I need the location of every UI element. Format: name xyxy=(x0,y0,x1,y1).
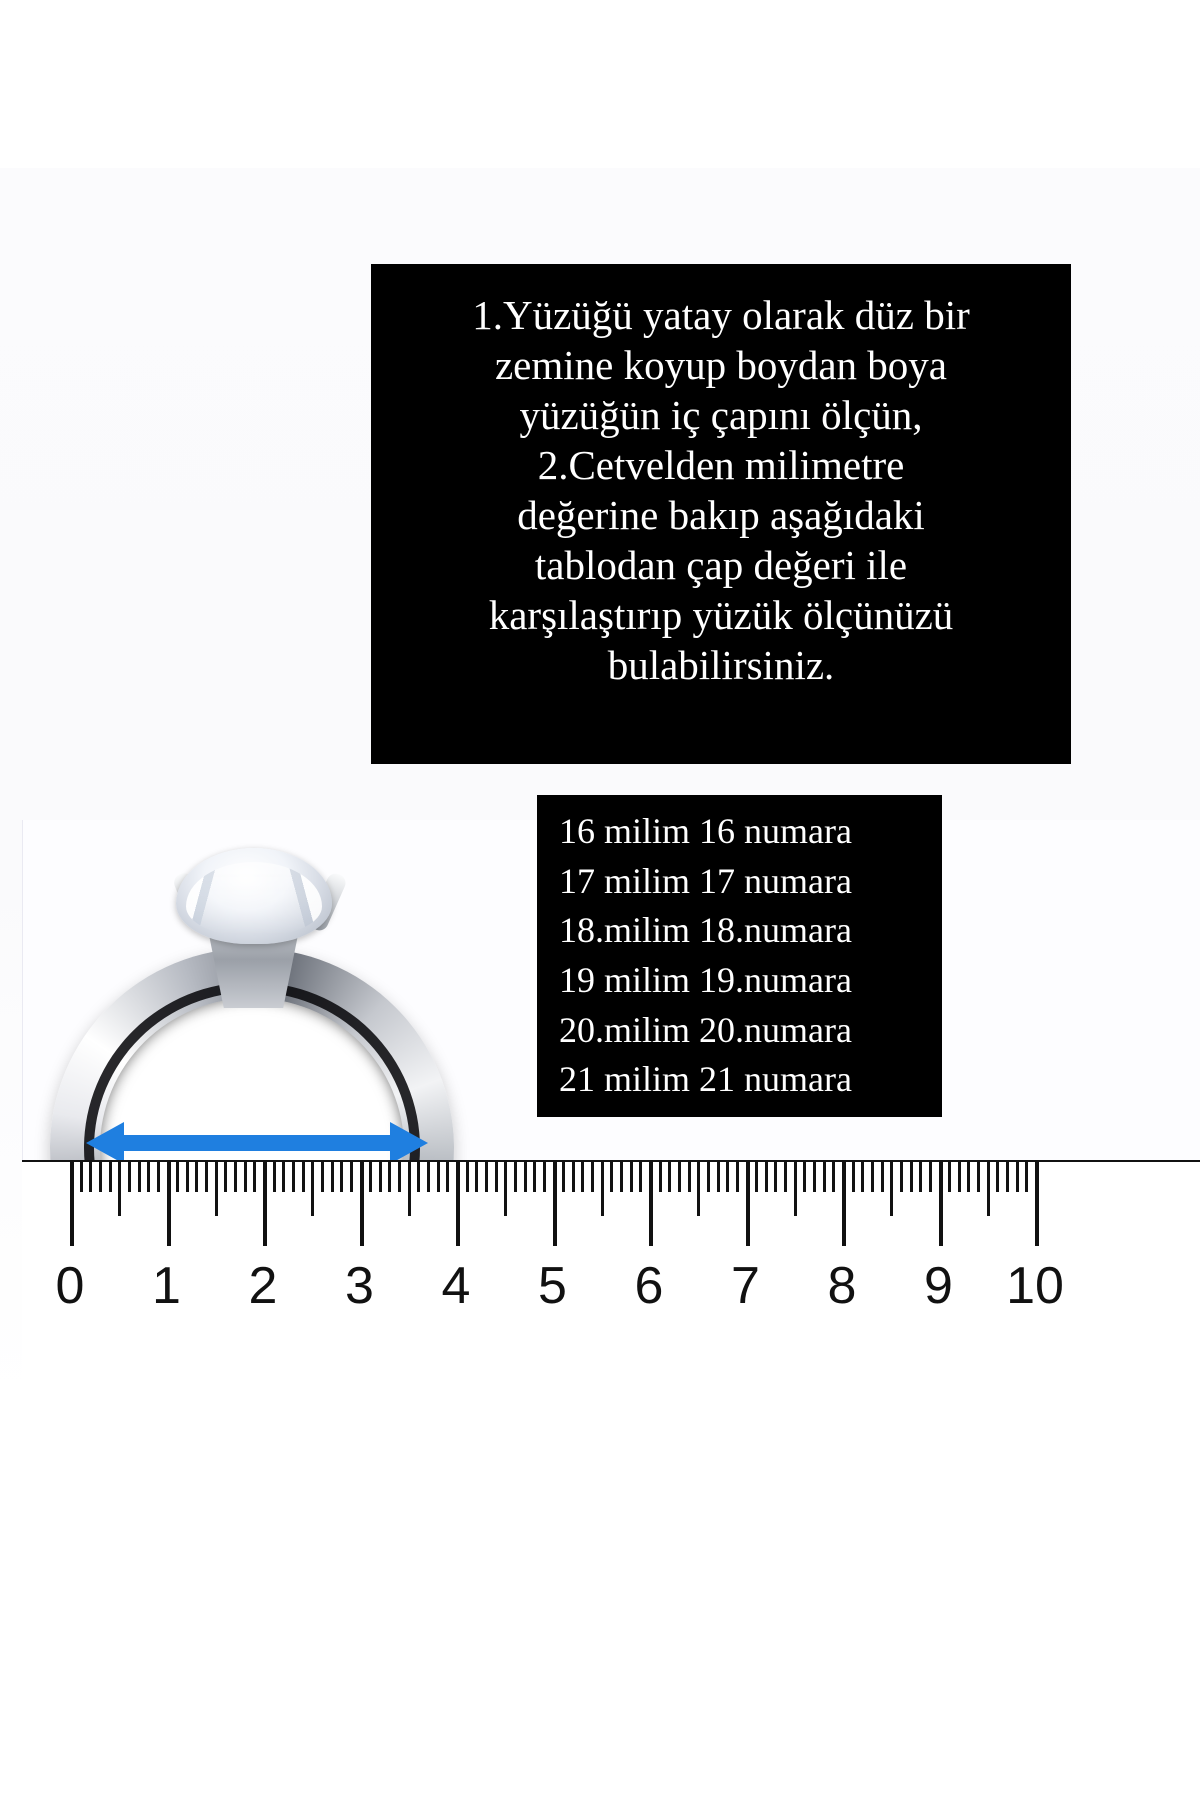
ruler-tick-major xyxy=(456,1160,460,1246)
instruction-line: 2.Cetvelden milimetre xyxy=(537,442,905,489)
ruler-tick-minor xyxy=(620,1160,623,1192)
ruler-number: 3 xyxy=(345,1257,374,1315)
ruler-tick-minor xyxy=(736,1160,739,1192)
ruler-tick-minor xyxy=(881,1160,884,1192)
arrow-head-right-icon xyxy=(390,1122,428,1164)
ruler-tick-minor xyxy=(234,1160,237,1192)
ruler-tick-minor xyxy=(321,1160,324,1192)
ruler-tick-minor xyxy=(572,1160,575,1192)
ruler-number: 9 xyxy=(924,1257,953,1315)
ruler-tick-major xyxy=(70,1160,74,1246)
ruler-number: 5 xyxy=(538,1257,567,1315)
ruler-tick-minor xyxy=(273,1160,276,1192)
instruction-line: tablodan çap değeri ile xyxy=(534,542,908,589)
ruler-tick-minor xyxy=(832,1160,835,1192)
ruler-tick-minor xyxy=(205,1160,208,1192)
ruler-tick-minor xyxy=(977,1160,980,1192)
ruler-tick-minor xyxy=(852,1160,855,1192)
ruler-tick-minor xyxy=(514,1160,517,1192)
ruler-tick-minor xyxy=(929,1160,932,1192)
ruler-tick-minor xyxy=(900,1160,903,1192)
ruler-tick-minor xyxy=(919,1160,922,1192)
ruler-tick-minor xyxy=(668,1160,671,1192)
instruction-line: yüzüğün iç çapını ölçün, xyxy=(519,392,923,439)
ruler-tick-minor xyxy=(861,1160,864,1192)
ruler-number: 10 xyxy=(1006,1257,1064,1315)
size-table-row: 20.milim 20.numara xyxy=(559,1009,852,1050)
ruler-tick-half xyxy=(504,1160,507,1216)
instruction-line: değerine bakıp aşağıdaki xyxy=(517,492,925,539)
ruler-tick-major xyxy=(939,1160,943,1246)
ruler-number: 1 xyxy=(152,1257,181,1315)
ruler-tick-minor xyxy=(282,1160,285,1192)
ruler-tick-minor xyxy=(996,1160,999,1192)
arrow-head-left-icon xyxy=(86,1122,124,1164)
ruler-tick-major xyxy=(263,1160,267,1246)
ruler-tick-minor xyxy=(99,1160,102,1192)
ruler-tick-minor xyxy=(253,1160,256,1192)
ruler-tick-half xyxy=(311,1160,314,1216)
ruler-tick-minor xyxy=(195,1160,198,1192)
ruler-tick-minor xyxy=(707,1160,710,1192)
ruler-tick-minor xyxy=(967,1160,970,1192)
ruler-tick-minor xyxy=(948,1160,951,1192)
ruler-tick-minor xyxy=(379,1160,382,1192)
ruler-tick-minor xyxy=(803,1160,806,1192)
size-table-row: 17 milim 17 numara xyxy=(559,860,852,901)
ruler-tick-minor xyxy=(369,1160,372,1192)
ruler-tick-minor xyxy=(659,1160,662,1192)
ruler-tick-half xyxy=(890,1160,893,1216)
ruler-tick-minor xyxy=(475,1160,478,1192)
ruler-tick-minor xyxy=(591,1160,594,1192)
size-table-row: 21 milim 21 numara xyxy=(559,1059,852,1100)
ruler-tick-minor xyxy=(147,1160,150,1192)
ruler-tick-minor xyxy=(688,1160,691,1192)
instruction-box xyxy=(371,264,1071,764)
ruler-tick-minor xyxy=(765,1160,768,1192)
ruler-number: 6 xyxy=(634,1257,664,1315)
size-table-row: 18.milim 18.numara xyxy=(559,910,852,951)
ruler-number: 8 xyxy=(827,1257,857,1315)
ruler-tick-minor xyxy=(639,1160,642,1192)
ruler-tick-minor xyxy=(678,1160,681,1192)
ruler-tick-minor xyxy=(466,1160,469,1192)
ruler-tick-half xyxy=(408,1160,411,1216)
ruler-tick-half xyxy=(601,1160,604,1216)
ruler-tick-minor xyxy=(186,1160,189,1192)
ruler-tick-minor xyxy=(157,1160,160,1192)
ruler-tick-minor xyxy=(524,1160,527,1192)
ruler-tick-minor xyxy=(109,1160,112,1192)
ruler-tick-minor xyxy=(533,1160,536,1192)
ruler-tick-minor xyxy=(176,1160,179,1192)
ruler-tick-minor xyxy=(562,1160,565,1192)
ruler-tick-minor xyxy=(80,1160,83,1192)
ruler-tick-half xyxy=(987,1160,990,1216)
ruler-tick-major xyxy=(553,1160,557,1246)
ruler-tick-minor xyxy=(427,1160,430,1192)
ruler-number: 0 xyxy=(55,1257,85,1315)
ruler-tick-minor xyxy=(485,1160,488,1192)
ruler-tick-minor xyxy=(331,1160,334,1192)
ruler-tick-minor xyxy=(138,1160,141,1192)
ruler-tick-minor xyxy=(610,1160,613,1192)
size-table-row: 19 milim 19.numara xyxy=(559,959,852,1000)
ruler-tick-minor xyxy=(1006,1160,1009,1192)
ruler-tick-minor xyxy=(417,1160,420,1192)
ruler-tick-minor xyxy=(1025,1160,1028,1192)
ruler-tick-minor xyxy=(398,1160,401,1192)
ruler-tick-minor xyxy=(958,1160,961,1192)
ruler-tick-major xyxy=(842,1160,846,1246)
ruler-tick-minor xyxy=(784,1160,787,1192)
ruler-number: 4 xyxy=(441,1257,471,1315)
arrow-shaft xyxy=(120,1135,394,1151)
ruler-tick-half xyxy=(794,1160,797,1216)
ruler-tick-minor xyxy=(350,1160,353,1192)
ruler-tick-minor xyxy=(910,1160,913,1192)
ruler-number: 7 xyxy=(731,1257,760,1315)
ruler-tick-minor xyxy=(823,1160,826,1192)
ruler-tick-half xyxy=(215,1160,218,1216)
ruler xyxy=(22,1160,1200,1409)
ruler-tick-major xyxy=(746,1160,750,1246)
ruler-tick-minor xyxy=(774,1160,777,1192)
ruler-tick-minor xyxy=(340,1160,343,1192)
ruler-tick-minor xyxy=(755,1160,758,1192)
ruler-number: 2 xyxy=(248,1257,278,1315)
ruler-tick-minor xyxy=(292,1160,295,1192)
ruler-tick-minor xyxy=(630,1160,633,1192)
ruler-tick-minor xyxy=(128,1160,131,1192)
ruler-tick-minor xyxy=(89,1160,92,1192)
ruler-tick-minor xyxy=(495,1160,498,1192)
ruler-tick-major xyxy=(649,1160,653,1246)
size-table-box xyxy=(537,795,942,1117)
ruler-tick-minor xyxy=(871,1160,874,1192)
instruction-line: karşılaştırıp yüzük ölçünüzü xyxy=(488,592,954,639)
ruler-tick-minor xyxy=(244,1160,247,1192)
ruler-tick-minor xyxy=(437,1160,440,1192)
ruler-tick-minor xyxy=(726,1160,729,1192)
size-table-row: 16 milim 16 numara xyxy=(559,811,852,851)
instruction-line: bulabilirsiniz. xyxy=(607,642,835,689)
bottom-whitespace xyxy=(0,1408,1200,1800)
instruction-line: 1.Yüzüğü yatay olarak düz bir xyxy=(472,292,970,338)
ruler-tick-minor xyxy=(543,1160,546,1192)
inner-diameter-arrow xyxy=(86,1122,428,1164)
ruler-tick-minor xyxy=(224,1160,227,1192)
ruler-tick-minor xyxy=(446,1160,449,1192)
ruler-tick-minor xyxy=(813,1160,816,1192)
ruler-tick-major xyxy=(360,1160,364,1246)
ruler-tick-major xyxy=(1035,1160,1039,1246)
ruler-tick-half xyxy=(118,1160,121,1216)
ruler-tick-half xyxy=(697,1160,700,1216)
instruction-line: zemine koyup boydan boya xyxy=(494,342,948,389)
ruler-tick-minor xyxy=(717,1160,720,1192)
ruler-tick-minor xyxy=(388,1160,391,1192)
ruler-tick-minor xyxy=(581,1160,584,1192)
ruler-tick-minor xyxy=(1016,1160,1019,1192)
ruler-tick-minor xyxy=(302,1160,305,1192)
ruler-tick-major xyxy=(167,1160,171,1246)
